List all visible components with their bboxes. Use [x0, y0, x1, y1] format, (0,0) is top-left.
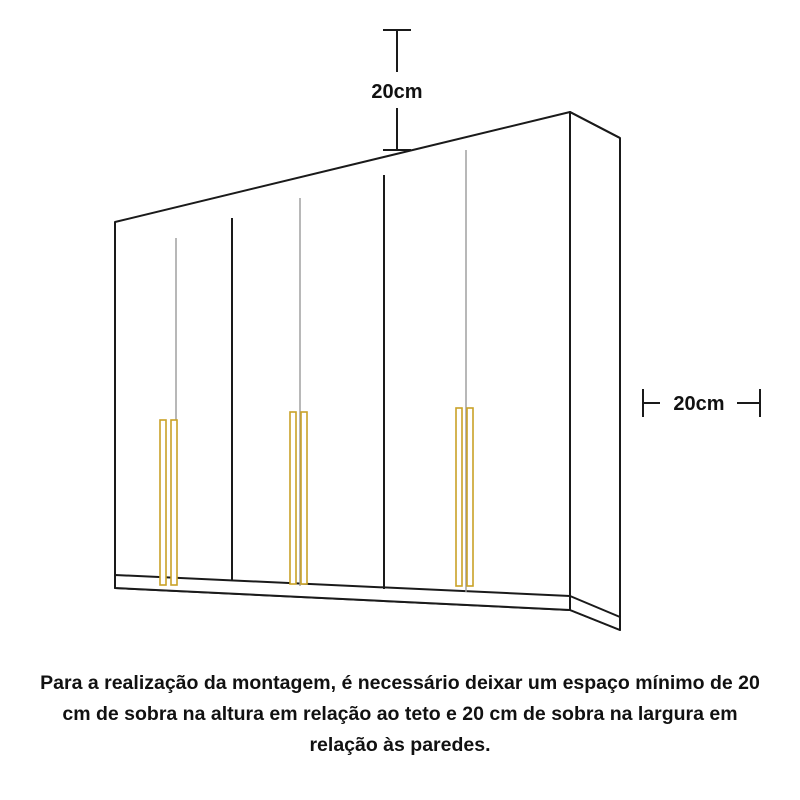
- top-clearance-label: 20cm: [371, 81, 423, 103]
- wardrobe-side-panel: [570, 112, 620, 630]
- caption-line-1: Para a realização da montagem, é necessário deixar um espaço: [40, 672, 630, 694]
- caption-line-3: sobra na largura em relação às paredes.: [309, 703, 738, 756]
- caption-text: [40, 668, 760, 761]
- handle-right-a: [456, 408, 462, 586]
- handle-left-b: [171, 420, 177, 585]
- handle-middle-a: [290, 412, 296, 584]
- side-clearance-label: 20cm: [673, 393, 725, 415]
- wardrobe-front-face: [115, 112, 570, 610]
- handle-left-a: [160, 420, 166, 585]
- handle-right-b: [467, 408, 473, 586]
- handle-middle-b: [301, 412, 307, 584]
- wardrobe-body: [115, 112, 620, 630]
- caption-line-2: mínimo de 20 cm de sobra na altura em relação ao teto e 20 cm de: [62, 672, 760, 725]
